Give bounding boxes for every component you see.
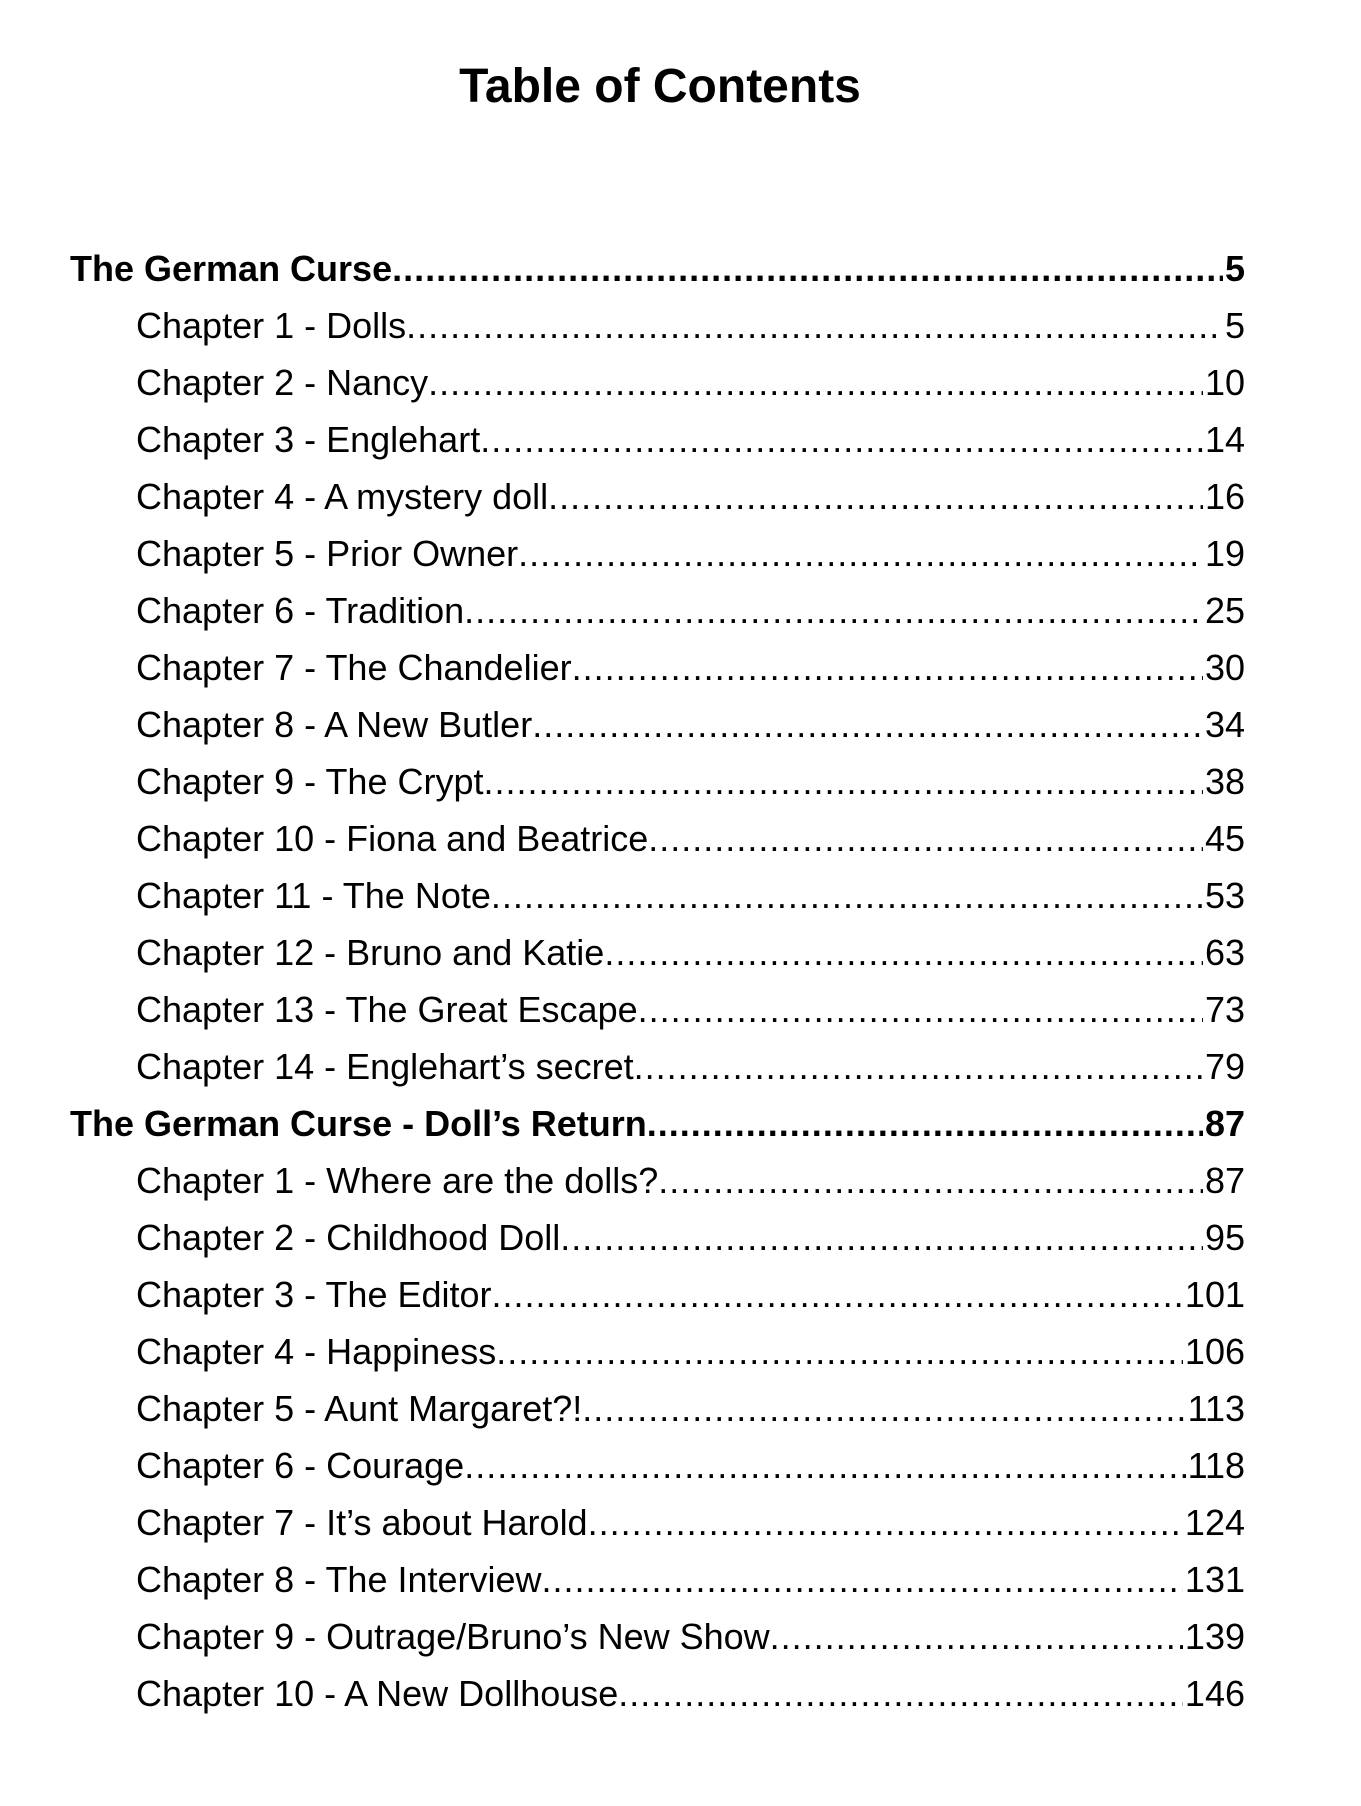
toc-chapter-entry[interactable]	[70, 696, 1245, 753]
dot-leader	[464, 582, 1203, 639]
chapter-title: Chapter 7 - The Chandelier	[136, 647, 572, 688]
page-number: 53	[1204, 875, 1245, 916]
dot-leader	[647, 1095, 1203, 1152]
chapter-title: Chapter 11 - The Note	[136, 875, 491, 916]
chapter-title: Chapter 7 - It’s about Harold	[136, 1502, 588, 1543]
dot-leader	[582, 1380, 1185, 1437]
chapter-title: Chapter 3 - The Editor	[136, 1274, 492, 1315]
chapter-title: Chapter 4 - A mystery doll	[136, 476, 549, 517]
chapter-title: Chapter 6 - Tradition	[136, 590, 465, 631]
dot-leader	[542, 1551, 1183, 1608]
dot-leader	[406, 297, 1223, 354]
chapter-title: Chapter 2 - Nancy	[136, 362, 429, 403]
toc-chapter-entry[interactable]	[70, 1380, 1245, 1437]
chapter-title: Chapter 14 - Englehart’s secret	[136, 1046, 634, 1087]
page-number: 45	[1204, 818, 1245, 859]
toc-chapter-entry[interactable]	[70, 468, 1245, 525]
chapter-title: Chapter 10 - Fiona and Beatrice	[136, 818, 649, 859]
toc-chapter-entry[interactable]	[70, 1209, 1245, 1266]
toc-chapter-entry[interactable]	[70, 1665, 1245, 1722]
dot-leader	[496, 1323, 1183, 1380]
page-number: 113	[1187, 1388, 1245, 1429]
dot-leader	[518, 525, 1203, 582]
chapter-title: Chapter 8 - The Interview	[136, 1559, 542, 1600]
page-number: 34	[1204, 704, 1245, 745]
dot-leader	[634, 1038, 1203, 1095]
chapter-title: Chapter 8 - A New Butler	[136, 704, 533, 745]
part-title: The German Curse	[70, 248, 393, 289]
dot-leader	[532, 696, 1203, 753]
page-number: 30	[1204, 647, 1245, 688]
toc-chapter-entry[interactable]	[70, 1266, 1245, 1323]
toc-chapter-entry[interactable]	[70, 1608, 1245, 1665]
chapter-title: Chapter 10 - A New Dollhouse	[136, 1673, 619, 1714]
page-number: 79	[1204, 1046, 1245, 1087]
dot-leader	[648, 810, 1203, 867]
chapter-title: Chapter 9 - Outrage/Bruno’s New Show	[136, 1616, 770, 1657]
dot-leader	[588, 1494, 1183, 1551]
page-number: 16	[1204, 476, 1245, 517]
page-number: 5	[1224, 248, 1245, 289]
toc-chapter-entry[interactable]	[70, 1038, 1245, 1095]
toc-chapter-entry[interactable]	[70, 525, 1245, 582]
page-number: 73	[1204, 989, 1245, 1030]
dot-leader	[770, 1608, 1183, 1665]
chapter-title: Chapter 1 - Where are the dolls?	[136, 1160, 659, 1201]
toc-part-entry[interactable]	[70, 1095, 1245, 1152]
chapter-title: Chapter 6 - Courage	[136, 1445, 465, 1486]
dot-leader	[560, 1209, 1203, 1266]
dot-leader	[618, 1665, 1183, 1722]
chapter-title: Chapter 13 - The Great Escape	[136, 989, 638, 1030]
table-of-contents	[70, 240, 1245, 1722]
toc-chapter-entry[interactable]	[70, 411, 1245, 468]
toc-chapter-entry[interactable]	[70, 639, 1245, 696]
page-number: 101	[1184, 1274, 1245, 1315]
toc-chapter-entry[interactable]	[70, 1551, 1245, 1608]
dot-leader	[428, 354, 1203, 411]
page-number: 87	[1204, 1160, 1245, 1201]
chapter-title: Chapter 9 - The Crypt	[136, 761, 484, 802]
dot-leader	[548, 468, 1203, 525]
toc-chapter-entry[interactable]	[70, 924, 1245, 981]
page-title: Table of Contents	[459, 60, 861, 113]
page-number: 5	[1224, 305, 1245, 346]
dot-leader	[491, 867, 1203, 924]
toc-chapter-entry[interactable]	[70, 753, 1245, 810]
page-number: 124	[1184, 1502, 1245, 1543]
part-title: The German Curse - Doll’s Return	[70, 1103, 647, 1144]
page-number: 118	[1187, 1445, 1245, 1486]
dot-leader	[483, 753, 1202, 810]
chapter-title: Chapter 2 - Childhood Doll	[136, 1217, 561, 1258]
dot-leader	[604, 924, 1203, 981]
dot-leader	[464, 1437, 1185, 1494]
dot-leader	[638, 981, 1203, 1038]
page-number: 95	[1204, 1217, 1245, 1258]
toc-chapter-entry[interactable]	[70, 810, 1245, 867]
chapter-title: Chapter 12 - Bruno and Katie	[136, 932, 605, 973]
chapter-title: Chapter 5 - Aunt Margaret?!	[136, 1388, 583, 1429]
page-number: 87	[1204, 1103, 1245, 1144]
toc-chapter-entry[interactable]	[70, 582, 1245, 639]
toc-chapter-entry[interactable]	[70, 1323, 1245, 1380]
page-number: 146	[1184, 1673, 1245, 1714]
dot-leader	[658, 1152, 1203, 1209]
page-number: 25	[1204, 590, 1245, 631]
page-number: 10	[1204, 362, 1245, 403]
page-number: 19	[1204, 533, 1245, 574]
page-number: 106	[1184, 1331, 1245, 1372]
toc-chapter-entry[interactable]	[70, 354, 1245, 411]
chapter-title: Chapter 4 - Happiness	[136, 1331, 497, 1372]
page-number: 131	[1184, 1559, 1245, 1600]
chapter-title: Chapter 1 - Dolls	[136, 305, 407, 346]
page-number: 63	[1204, 932, 1245, 973]
dot-leader	[392, 240, 1223, 297]
dot-leader	[492, 1266, 1183, 1323]
toc-chapter-entry[interactable]	[70, 1152, 1245, 1209]
chapter-title: Chapter 3 - Englehart	[136, 419, 481, 460]
toc-chapter-entry[interactable]	[70, 1437, 1245, 1494]
toc-chapter-entry[interactable]	[70, 1494, 1245, 1551]
dot-leader	[480, 411, 1203, 468]
page-number: 139	[1184, 1616, 1245, 1657]
page-number: 14	[1204, 419, 1245, 460]
toc-part-entry[interactable]	[70, 240, 1245, 297]
toc-chapter-entry[interactable]	[70, 981, 1245, 1038]
page-number: 38	[1204, 761, 1245, 802]
dot-leader	[572, 639, 1203, 696]
chapter-title: Chapter 5 - Prior Owner	[136, 533, 519, 574]
toc-chapter-entry[interactable]	[70, 867, 1245, 924]
toc-chapter-entry[interactable]	[70, 297, 1245, 354]
